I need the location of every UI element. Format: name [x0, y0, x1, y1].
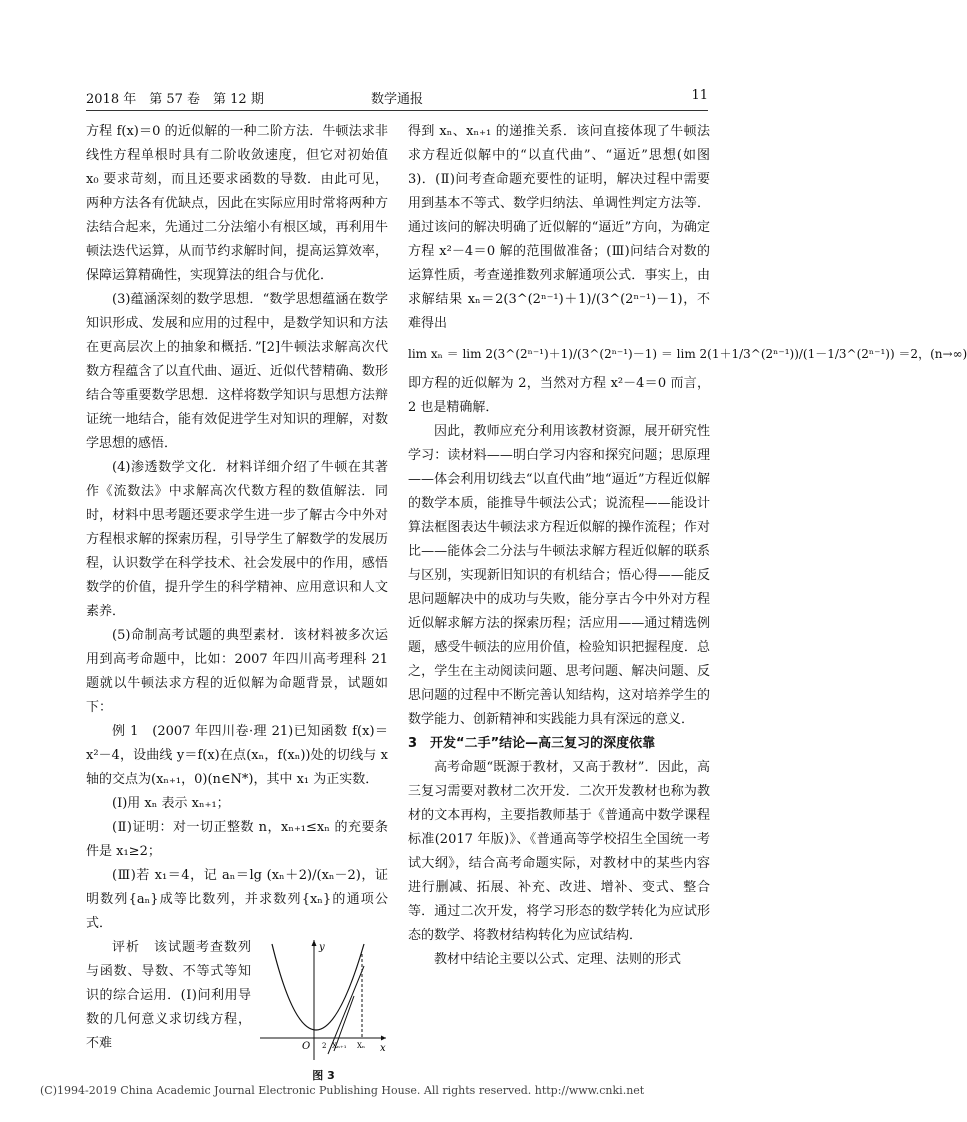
tick-label-xn: Xₙ	[357, 1042, 366, 1050]
paragraph: 高考命题“既源于教材，又高于教材”．因此，高三复习需要对教材二次开发．二次开发教材也称为教材的文本再构，主要指教师基于《普通高中数学课程标准(2017 年版)》、《普通高等学校招生全国统一考试大纲》，结合高考命题实际，对教材中的某些内容进行删减、拓展、补充、改进、增补、变式、整合等．通过二次开发，将学习形态的数学转化为应试形态的数学、将教材结构转化为应试结构．	[408, 760, 710, 943]
question-2: (Ⅱ)证明：对一切正整数 n，xₙ₊₁≤xₙ 的充要条件是 x₁≥2；	[86, 820, 388, 859]
journal-issue: 2018 年 第 57 卷 第 12 期	[86, 92, 264, 107]
question-1: (Ⅰ)用 xₙ 表示 xₙ₊₁；	[112, 796, 230, 811]
copyright-footer: (C)1994-2019 China Academic Journal Electronic Publishing House. All rights reserved. http://www.cnki.net	[40, 1084, 645, 1097]
section-heading: 3 开发“二手”结论—高三复习的深度依靠	[408, 736, 656, 751]
paragraph: 因此，教师应充分利用该教材资源，展开研究性学习：读材料——明白学习内容和探究问题；思原理——体会利用切线去“以直代曲”地“逼近”方程近似解的数学本质，能推导牛顿法公式；说流程——能设计算法框图表达牛顿法求方程近似解的操作流程；作对比——能体会二分法与牛顿法求解方程近似解的联系与区别，实现新旧知识的有机结合；悟心得——能反思问题解决中的成功与失败，能分享古今中外对方程近似解求解方法的探索历程；活应用——通过精选例题，感受牛顿法的应用价值，检验知识把握程度．总之，学生在主动阅读问题、思考问题、解决问题、反思问题的过程中不断完善认知结构，这对培养学生的数学能力、创新精神和实践能力具有深远的意义．	[408, 424, 710, 727]
example-statement: 例 1 (2007 年四川卷·理 21)已知函数 f(x)＝x²－4，设曲线 y＝f(x)在点(xₙ，f(xₙ))处的切线与 x 轴的交点为(xₙ₊₁，0)(n∈N*)，其中 x₁ 为正实数．	[86, 724, 388, 787]
paragraph: (3)蕴涵深刻的数学思想．“数学思想蕴涵在数学知识形成、发展和应用的过程中，是数学知识和方法在更高层次上的抽象和概括．”[2]牛顿法求解高次代数方程蕴含了以直代曲、逼近、近似代替精确、数形结合等重要数学思想．这样将数学知识与思想方法辩证统一地结合，能有效促进学生对知识的理解，对数学思想的感悟．	[86, 292, 388, 451]
paragraph: 教材中结论主要以公式、定理、法则的形式	[434, 952, 682, 967]
figure-3	[256, 936, 391, 1086]
tick-label-xn1: Xₙ₊₁	[332, 1042, 347, 1050]
journal-title: 数学通报	[370, 92, 423, 107]
question-3: (Ⅲ)若 x₁＝4，记 aₙ＝lg (xₙ＋2)/(xₙ－2)，证明数列{aₙ}成等比数列，并求数列{xₙ}的通项公式．	[86, 868, 388, 931]
tangent-line-1	[328, 966, 364, 1054]
paragraph: 即方程的近似解为 2，当然对方程 x²－4＝0 而言，2 也是精确解．	[408, 376, 710, 415]
page-number: 11	[691, 88, 708, 103]
tick-label-2: 2	[322, 1042, 327, 1050]
running-header	[86, 88, 708, 108]
origin-label: O	[302, 1041, 311, 1052]
evaluation-block	[86, 936, 388, 1082]
figure-graph	[256, 936, 391, 1064]
paragraph: (4)渗透数学文化．材料详细介绍了牛顿在其著作《流数法》中求解高次代数方程的数值解法．同时，材料中思考题还要求学生进一步了解古今中外对方程根求解的探索历程，引导学生了解数学的发展历程，认识数学在科学技术、社会发展中的作用，感悟数学的价值，提升学生的科学精神、应用意识和人文素养．	[86, 460, 388, 619]
y-axis-label: y	[319, 942, 325, 953]
right-column	[408, 120, 967, 972]
x-axis-label: x	[380, 1043, 386, 1054]
limit-formula: lim xₙ ＝ lim 2(3^(2ⁿ⁻¹)＋1)/(3^(2ⁿ⁻¹)－1) ＝ lim 2(1＋1/3^(2ⁿ⁻¹))/(1－1/3^(2ⁿ⁻¹)) ＝2，(n→∞)	[408, 347, 967, 361]
x-axis-arrow	[381, 1036, 386, 1041]
left-column	[86, 120, 388, 1082]
paragraph: (5)命制高考试题的典型素材．该材料被多次运用到高考命题中，比如：2007 年四川高考理科 21 题就以牛顿法求方程的近似解为命题背景，试题如下：	[86, 628, 388, 715]
parabola-curve	[272, 944, 364, 1030]
evaluation-paragraph: 评析 该试题考查数列与函数、导数、不等式等知识的综合运用．(Ⅰ)问利用导数的几何意义求切线方程，不难	[86, 940, 251, 1051]
y-axis-arrow	[312, 940, 317, 946]
paragraph: 得到 xₙ、xₙ₊₁ 的递推关系．该问直接体现了牛顿法求方程近似解中的“以直代曲”、“逼近”思想(如图 3)．(Ⅱ)问考查命题充要性的证明，解决过程中需要用到基本不等式、数学归纳法、单调性判定方法等．通过该问的解决明确了近似解的“逼近”方向，为确定方程 x²－4＝0 解的范围做准备；(Ⅲ)问结合对数的运算性质，考查递推数列求解通项公式．事实上，由求解结果 xₙ＝2(3^(2ⁿ⁻¹)＋1)/(3^(2ⁿ⁻¹)－1)，不难得出	[408, 124, 710, 331]
figure-caption: 图 3	[312, 1069, 335, 1082]
header-rule	[86, 110, 708, 111]
paragraph: 方程 f(x)＝0 的近似解的一种二阶方法．牛顿法求非线性方程单根时具有二阶收敛速度，但它对初始值 x₀ 要求苛刻，而且还要求函数的导数．由此可见，两种方法各有优缺点，因此在实际应用时常将两种方法结合起来，先通过二分法缩小有根区域，再利用牛顿法迭代运算，从而节约求解时间，提高运算效率，保障运算精确性，实现算法的组合与优化．	[86, 124, 388, 283]
